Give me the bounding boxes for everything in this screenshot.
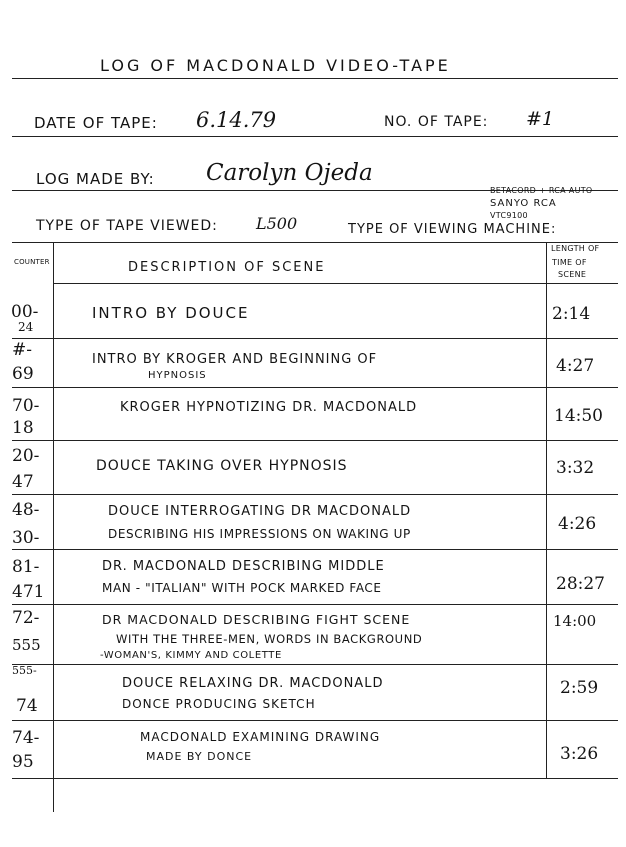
description-header: DESCRIPTION OF SCENE: [128, 260, 326, 275]
row-6-description-2: MAN - "ITALIAN" WITH POCK MARKED FACE: [102, 581, 382, 595]
row-rule: [12, 664, 618, 665]
date-rule: [12, 136, 618, 137]
table-top-rule: [12, 242, 618, 243]
title-rule: [12, 78, 618, 79]
row-9-length: 3:26: [560, 744, 599, 764]
row-2-counter-start: #-: [12, 340, 32, 360]
row-9-description-2: MADE BY DONCE: [146, 750, 253, 763]
row-7-description-3: -WOMAN'S, KIMMY AND COLETTE: [100, 650, 282, 661]
row-8-counter-start: 555-: [12, 664, 37, 677]
row-2-description-1: INTRO BY KROGER AND BEGINNING OF: [92, 352, 378, 367]
row-2-counter-end: 69: [12, 364, 34, 384]
row-4-counter-start: 20-: [12, 446, 40, 466]
row-3-counter-end: 18: [12, 418, 34, 438]
log-by-value: Carolyn Ojeda: [206, 160, 373, 186]
row-9-description-1: MACDONALD EXAMINING DRAWING: [140, 730, 381, 744]
row-rule: [12, 549, 618, 550]
row-2-length: 4:27: [556, 356, 595, 376]
row-rule: [12, 440, 618, 441]
row-7-length: 14:00: [553, 612, 597, 630]
row-8-description-2: DONCE PRODUCING SKETCH: [122, 697, 316, 711]
counter-column-rule: [53, 242, 54, 812]
row-3-counter-start: 70-: [12, 396, 40, 416]
row-1-counter-end: 24: [18, 320, 34, 334]
machine-note-3: VTC9100: [490, 211, 528, 220]
row-4-length: 3:32: [556, 458, 595, 478]
row-5-description-1: DOUCE INTERROGATING DR MACDONALD: [108, 504, 412, 519]
row-rule: [12, 387, 618, 388]
date-label: DATE OF TAPE:: [34, 114, 158, 132]
row-5-counter-start: 48-: [12, 500, 40, 520]
row-8-counter-end: 74: [16, 696, 38, 716]
row-2-description-2: HYPNOSIS: [148, 370, 207, 381]
row-7-counter-start: 72-: [12, 608, 40, 628]
tape-no-value: #1: [526, 108, 555, 130]
machine-note-1: BETACORD + RCA AUTO: [490, 186, 593, 195]
log-by-label: LOG MADE BY:: [36, 170, 155, 188]
row-rule: [12, 338, 618, 339]
row-7-description-2: WITH THE THREE-MEN, WORDS IN BACKGROUND: [116, 632, 423, 646]
row-6-description-1: DR. MACDONALD DESCRIBING MIDDLE: [102, 559, 385, 574]
date-value: 6.14.79: [196, 108, 277, 132]
tape-type-value: L500: [256, 214, 298, 233]
row-rule: [12, 778, 618, 779]
row-rule: [12, 720, 618, 721]
counter-header: COUNTER: [14, 258, 50, 266]
machine-label: TYPE OF VIEWING MACHINE:: [348, 222, 557, 237]
tape-no-label: NO. OF TAPE:: [384, 114, 489, 130]
row-6-counter-start: 81-: [12, 557, 40, 577]
length-header-3: SCENE: [558, 270, 587, 279]
row-rule: [53, 283, 618, 284]
row-1-length: 2:14: [552, 304, 591, 324]
row-7-description-1: DR MACDONALD DESCRIBING FIGHT SCENE: [102, 612, 411, 627]
row-9-counter-end: 95: [12, 752, 34, 772]
row-rule: [12, 494, 618, 495]
row-6-counter-end: 471: [12, 582, 45, 602]
page-title: LOG OF MACDONALD VIDEO-TAPE: [100, 56, 451, 75]
row-5-description-2: DESCRIBING HIS IMPRESSIONS ON WAKING UP: [108, 527, 411, 541]
row-1-description: INTRO BY DOUCE: [92, 304, 250, 322]
row-8-length: 2:59: [560, 678, 599, 698]
row-5-counter-end: 30-: [12, 528, 40, 548]
row-6-length: 28:27: [556, 574, 605, 594]
row-4-counter-end: 47: [12, 472, 34, 492]
row-rule: [12, 604, 618, 605]
row-3-description: KROGER HYPNOTIZING DR. MACDONALD: [120, 400, 418, 415]
row-8-description-1: DOUCE RELAXING DR. MACDONALD: [122, 676, 384, 691]
length-column-rule: [546, 242, 547, 778]
row-4-description: DOUCE TAKING OVER HYPNOSIS: [96, 458, 348, 474]
row-9-counter-start: 74-: [12, 728, 40, 748]
row-7-counter-end: 555: [12, 636, 41, 654]
row-3-length: 14:50: [554, 406, 603, 426]
tape-type-label: TYPE OF TAPE VIEWED:: [36, 218, 218, 234]
row-1-counter-start: 00-: [11, 302, 39, 322]
length-header-2: TIME OF: [552, 258, 587, 267]
length-header-1: LENGTH OF: [551, 244, 600, 253]
machine-note-2: SANYO RCA: [490, 198, 557, 209]
row-5-length: 4:26: [558, 514, 597, 534]
